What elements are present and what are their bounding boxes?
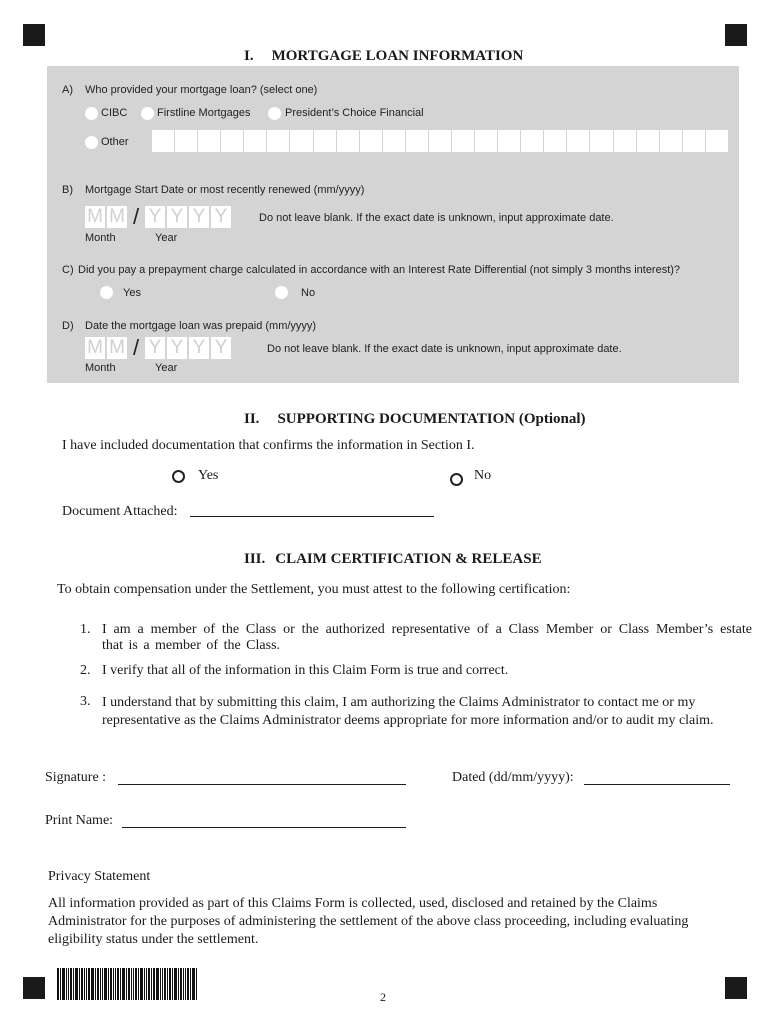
date-d-slash: / bbox=[132, 335, 140, 360]
question-d-label: D) bbox=[62, 320, 74, 332]
signature-label: Signature : bbox=[45, 770, 107, 785]
question-b-note: Do not leave blank. If the exact date is unknown, input approximate date. bbox=[259, 212, 614, 224]
certification-item-2-text: I verify that all of the information in this Claim Form is true and correct. bbox=[102, 663, 509, 678]
question-d-text: Date the mortgage loan was prepaid (mm/yyyy) bbox=[85, 320, 317, 332]
date-d-year-digit-1[interactable]: Y bbox=[145, 337, 165, 359]
question-d-month-label: Month bbox=[85, 362, 116, 374]
date-d-month-digit-1[interactable]: M bbox=[85, 337, 105, 359]
registration-mark-bottom-left bbox=[23, 977, 45, 999]
registration-mark-top-right bbox=[725, 24, 747, 46]
section-1-title: MORTGAGE LOAN INFORMATION bbox=[271, 48, 524, 64]
dated-line[interactable] bbox=[584, 784, 730, 785]
radio-prepayment-no[interactable] bbox=[275, 286, 288, 299]
section-3-title: CLAIM CERTIFICATION & RELEASE bbox=[275, 551, 542, 567]
print-name-line[interactable] bbox=[122, 827, 406, 828]
question-d-year-label: Year bbox=[155, 362, 178, 374]
signature-line[interactable] bbox=[118, 784, 406, 785]
certification-item-3-number: 3. bbox=[80, 694, 91, 709]
registration-mark-bottom-right bbox=[725, 977, 747, 999]
option-cibc-label: CIBC bbox=[101, 107, 128, 119]
radio-presidents-choice[interactable] bbox=[268, 107, 281, 120]
date-d-year-digit-2[interactable]: Y bbox=[167, 337, 187, 359]
radio-documentation-no[interactable] bbox=[450, 473, 463, 486]
date-b-year-digit-2[interactable]: Y bbox=[167, 206, 187, 228]
document-attached-line[interactable] bbox=[190, 516, 434, 517]
barcode bbox=[57, 968, 225, 1000]
print-name-label: Print Name: bbox=[45, 813, 114, 828]
prepaid-date-input[interactable] bbox=[85, 337, 233, 359]
privacy-text: All information provided as part of this Claims Form is collected, used, disclosed and retained by the Claims Administrator for the purposes of administering the settlement of the above class proceeding, including evaluating eligibility status under the settlement. bbox=[48, 896, 689, 947]
registration-mark-top-left bbox=[23, 24, 45, 46]
date-b-month-digit-2[interactable]: M bbox=[107, 206, 127, 228]
question-b-text: Mortgage Start Date or most recently renewed (mm/yyyy) bbox=[85, 184, 365, 196]
question-c-label: C) bbox=[62, 264, 74, 276]
radio-prepayment-yes[interactable] bbox=[100, 286, 113, 299]
section-1-number: I. bbox=[244, 48, 254, 64]
certification-item-1-number: 1. bbox=[80, 622, 91, 637]
question-b-label: B) bbox=[62, 184, 73, 196]
option-firstline-label: Firstline Mortgages bbox=[157, 107, 251, 119]
mortgage-start-date-input[interactable] bbox=[85, 206, 233, 228]
date-d-year-digit-3[interactable]: Y bbox=[189, 337, 209, 359]
radio-cibc[interactable] bbox=[85, 107, 98, 120]
certification-item-1-text: I am a member of the Class or the authorized representative of a Class Member or Class Member’s estate that is a member of the Class. bbox=[102, 622, 752, 653]
date-b-year-digit-4[interactable]: Y bbox=[211, 206, 231, 228]
certification-item-2-number: 2. bbox=[80, 663, 91, 678]
date-d-year-digit-4[interactable]: Y bbox=[211, 337, 231, 359]
option-other-label: Other bbox=[101, 136, 129, 148]
radio-documentation-yes[interactable] bbox=[172, 470, 185, 483]
date-b-slash: / bbox=[132, 204, 140, 229]
prepayment-yes-label: Yes bbox=[123, 287, 141, 299]
date-b-year-digit-3[interactable]: Y bbox=[189, 206, 209, 228]
radio-firstline-mortgages[interactable] bbox=[141, 107, 154, 120]
date-b-year-digit-1[interactable]: Y bbox=[145, 206, 165, 228]
documentation-yes-label: Yes bbox=[198, 468, 219, 483]
question-a-text: Who provided your mortgage loan? (select one) bbox=[85, 84, 318, 96]
option-presidents-choice-label: President’s Choice Financial bbox=[285, 107, 424, 119]
section-3-heading bbox=[244, 551, 542, 568]
date-b-month-digit-1[interactable]: M bbox=[85, 206, 105, 228]
section-2-heading bbox=[244, 411, 586, 428]
radio-other[interactable] bbox=[85, 136, 98, 149]
section-2-number: II. bbox=[244, 411, 260, 427]
question-a-label: A) bbox=[62, 84, 73, 96]
section-2-title: SUPPORTING DOCUMENTATION (Optional) bbox=[277, 411, 586, 427]
section-1-heading bbox=[244, 48, 523, 65]
dated-label: Dated (dd/mm/yyyy): bbox=[452, 770, 574, 785]
page-number: 2 bbox=[380, 990, 386, 1004]
documentation-statement: I have included documentation that confirms the information in Section I. bbox=[62, 438, 475, 453]
question-b-month-label: Month bbox=[85, 232, 116, 244]
other-provider-input[interactable] bbox=[152, 130, 728, 152]
question-d-note: Do not leave blank. If the exact date is unknown, input approximate date. bbox=[267, 343, 622, 355]
date-d-month-digit-2[interactable]: M bbox=[107, 337, 127, 359]
privacy-title: Privacy Statement bbox=[48, 869, 151, 884]
question-c-text: Did you pay a prepayment charge calculated in accordance with an Interest Rate Differential (not simply 3 months interest)? bbox=[78, 264, 681, 276]
question-b-year-label: Year bbox=[155, 232, 178, 244]
prepayment-no-label: No bbox=[301, 287, 316, 299]
documentation-no-label: No bbox=[474, 468, 492, 483]
certification-item-3-text: I understand that by submitting this claim, I am authorizing the Claims Administrator to contact me or my representative as the Claims Administrator deems appropriate for more information and/or to audit my claim. bbox=[102, 695, 714, 728]
document-attached-label: Document Attached: bbox=[62, 504, 178, 519]
section-3-number: III. bbox=[244, 551, 266, 567]
certification-intro: To obtain compensation under the Settlement, you must attest to the following certification: bbox=[57, 582, 571, 597]
